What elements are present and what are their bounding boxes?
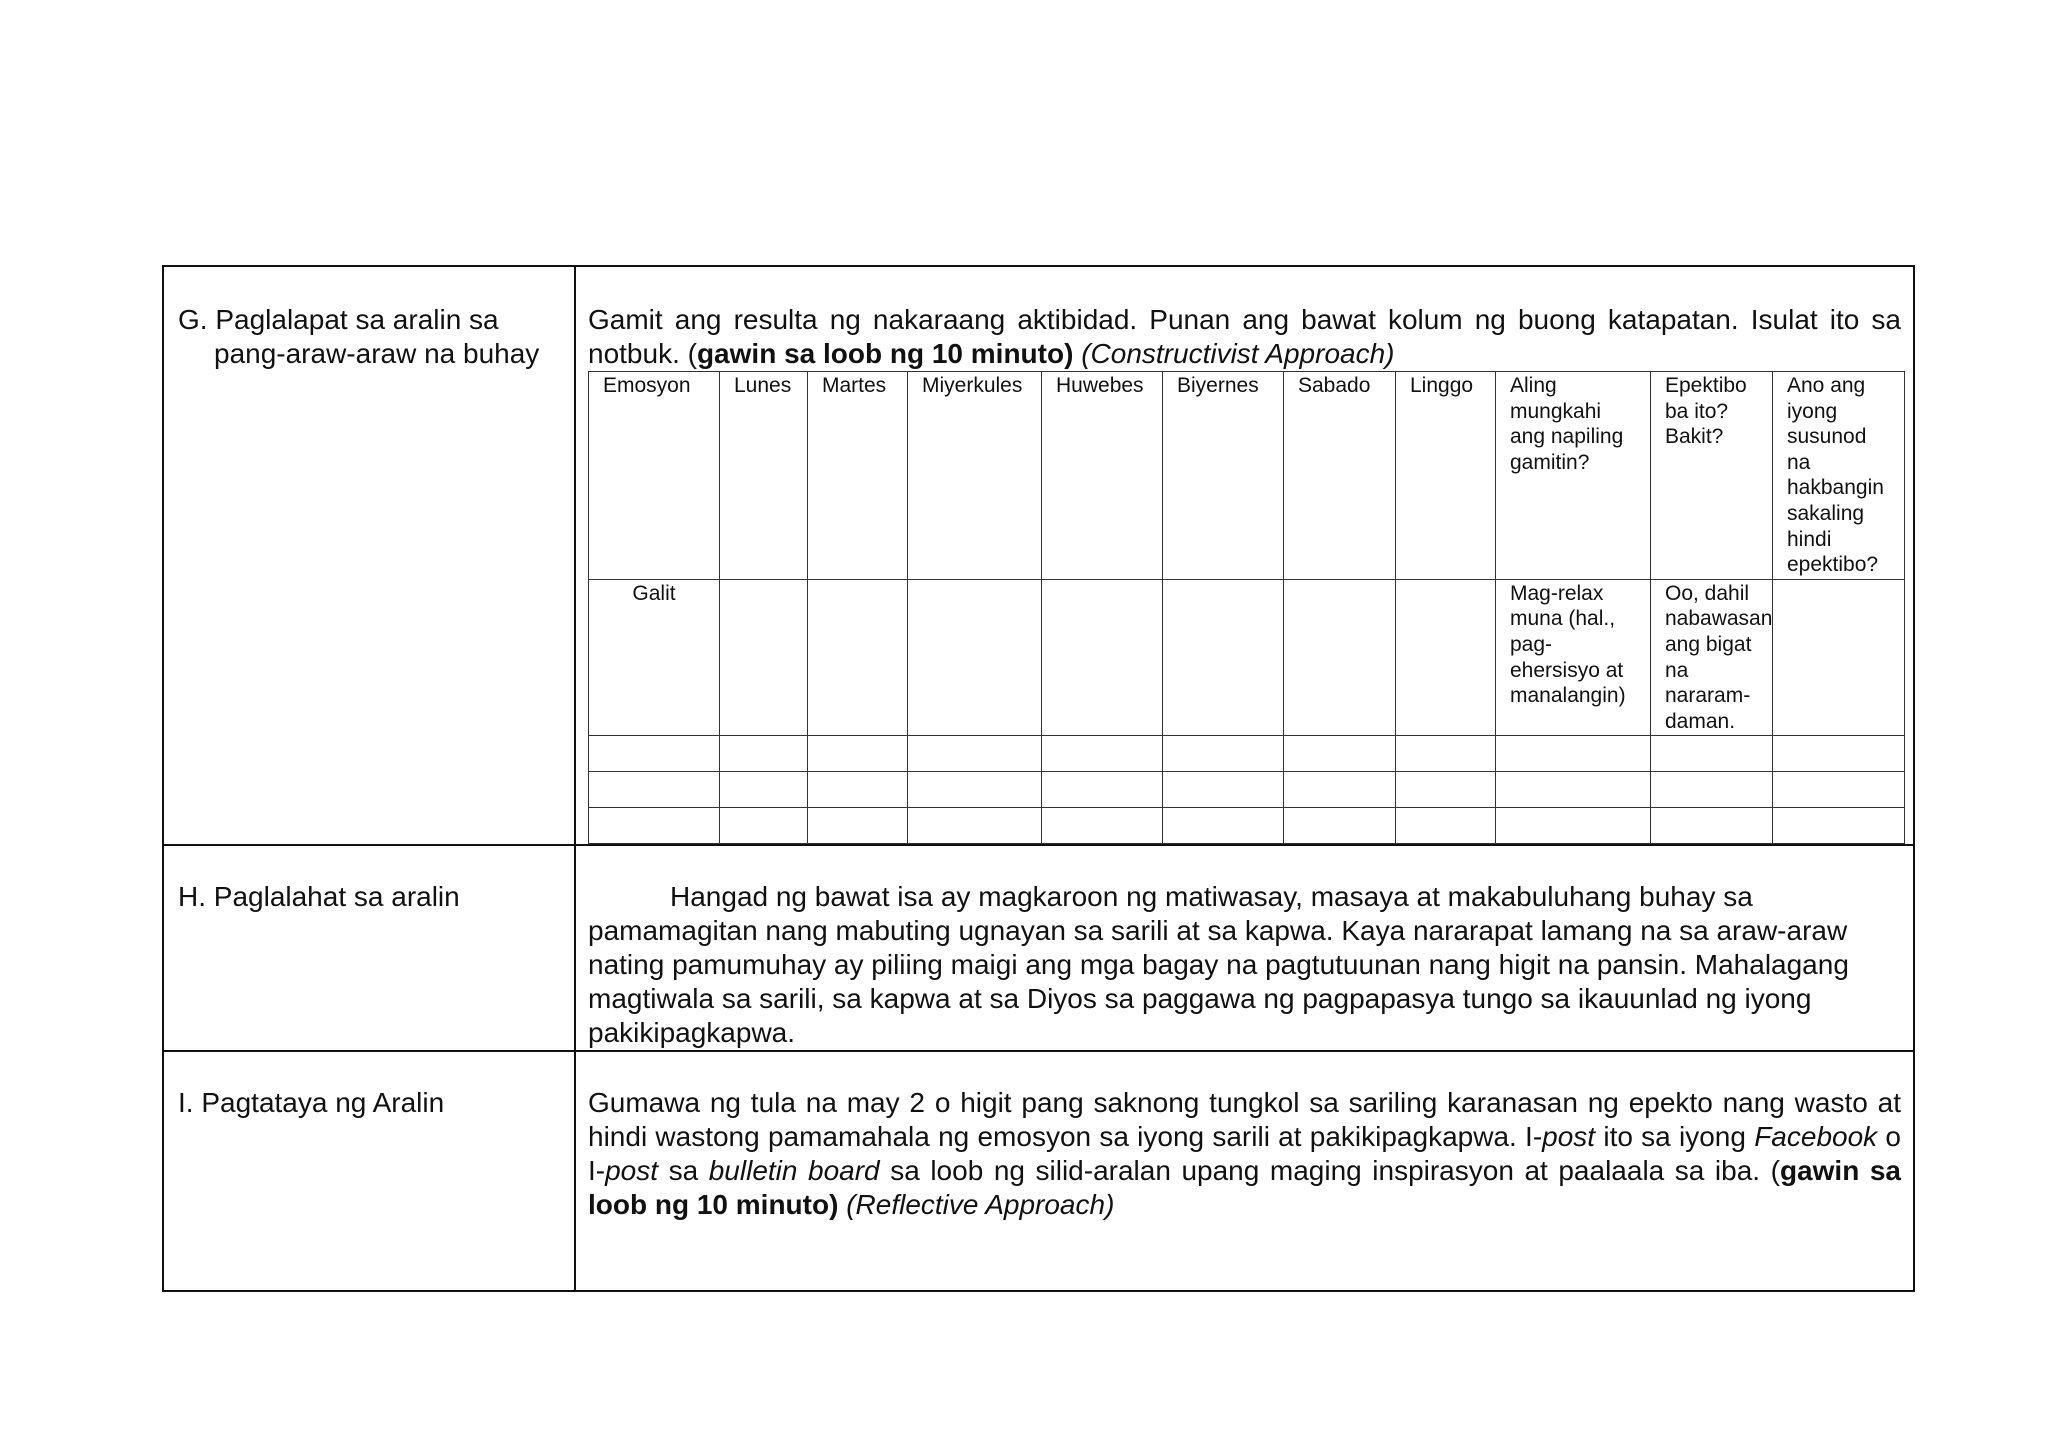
table-header-row: [589, 372, 1905, 580]
header-cell: Ano ang iyong susunod na hakbangin sakaling hindi epektibo?: [1773, 372, 1905, 580]
header-cell: Emosyon: [589, 372, 720, 580]
table-cell: [1396, 579, 1496, 736]
table-cell: [1163, 579, 1284, 736]
content-cell-g: [575, 266, 1914, 845]
header-cell: Linggo: [1396, 372, 1496, 580]
table-row: [589, 808, 1905, 844]
assessment-paragraph: [588, 1086, 1901, 1222]
label-h: H. Paglalahat sa aralin: [178, 881, 460, 913]
label-cell-h: [163, 845, 575, 1051]
assessment-text-2: ito sa iyong: [1595, 1121, 1755, 1153]
intro-bold: gawin sa loob ng 10 minuto): [696, 338, 1074, 369]
row-paglalapat: [163, 266, 1914, 845]
label-cell-g: [163, 266, 575, 845]
assessment-text-3: o I-: [588, 1121, 1901, 1187]
intro-paragraph: [588, 303, 1901, 371]
row-paglalahat: [163, 845, 1914, 1051]
assessment-text-5: sa loob ng silid-aralan upang maging inspirasyon at paalaala sa iba. (: [879, 1155, 1780, 1187]
row-pagtataya: [163, 1051, 1914, 1291]
table-cell: [1284, 579, 1396, 736]
header-cell: Epektibo ba ito? Bakit?: [1651, 372, 1773, 580]
intro-italic: (Constructivist Approach): [1081, 338, 1395, 369]
header-cell: Miyerkules: [908, 372, 1042, 580]
assessment-italic-1: post: [1542, 1121, 1596, 1153]
assessment-italic-5: (Reflective Approach): [846, 1189, 1115, 1221]
content-cell-h: [575, 845, 1914, 1051]
table-cell: [808, 579, 908, 736]
intro-text: Gamit ang resulta ng nakaraang aktibidad. Punan ang bawat kolum ng buong katapatan. Isulat ito sa notbuk. (: [588, 304, 1901, 369]
table-row: [589, 736, 1905, 772]
label-cell-i: [163, 1051, 575, 1291]
table-cell: [720, 579, 808, 736]
label-g-line2: pang-araw-araw na buhay: [214, 338, 540, 369]
table-cell: Mag-relax muna (hal., pag-ehersisyo at manalangin): [1496, 579, 1651, 736]
table-row: [589, 579, 1905, 736]
header-cell: Biyernes: [1163, 372, 1284, 580]
header-cell: Sabado: [1284, 372, 1396, 580]
header-cell: Lunes: [720, 372, 808, 580]
assessment-italic-3: post: [605, 1155, 659, 1187]
header-cell: Aling mungkahi ang napiling gamitin?: [1496, 372, 1651, 580]
assessment-text-1: Gumawa ng tula na may 2 o higit pang saknong tungkol sa sariling karanasan ng epekto nang wasto at hindi wastong pamamahala ng emosyon sa iyong sarili at pakikipagkapwa. I-: [588, 1087, 1901, 1153]
assessment-bold: gawin sa loob ng 10 minuto): [588, 1155, 1901, 1221]
lesson-plan-table: [162, 265, 1915, 1292]
table-cell: Oo, dahil nabawasan ang bigat na nararam-daman.: [1651, 579, 1773, 736]
generalization-paragraph: Hangad ng bawat isa ay magkaroon ng matiwasay, masaya at makabuluhang buhay sa pamamagitan nang mabuting ugnayan sa sarili at sa kapwa. Kaya nararapat lamang na sa araw-araw nating pamumuhay ay piliing maigi ang mga bagay na pagtutuunan nang higit na pansin. Mahalagang magtiwala sa sarili, sa kapwa at sa Diyos sa paggawa ng pagpapasya tungo sa ikauunlad ng iyong pakikipagkapwa.: [588, 881, 1849, 1049]
table-row: [589, 772, 1905, 808]
emotion-tracker-table: [588, 371, 1905, 844]
assessment-italic-4: bulletin board: [708, 1155, 880, 1187]
table-cell: [908, 579, 1042, 736]
assessment-italic-2: Facebook: [1754, 1121, 1878, 1153]
header-cell: Huwebes: [1042, 372, 1163, 580]
assessment-text-4: sa: [658, 1155, 709, 1187]
label-i: I. Pagtataya ng Aralin: [178, 1087, 445, 1119]
content-cell-i: [575, 1051, 1914, 1291]
table-cell: [1042, 579, 1163, 736]
table-cell: Galit: [589, 579, 720, 736]
table-cell: [1773, 579, 1905, 736]
header-cell: Martes: [808, 372, 908, 580]
label-g-line1: G. Paglalapat sa aralin sa: [178, 304, 499, 335]
